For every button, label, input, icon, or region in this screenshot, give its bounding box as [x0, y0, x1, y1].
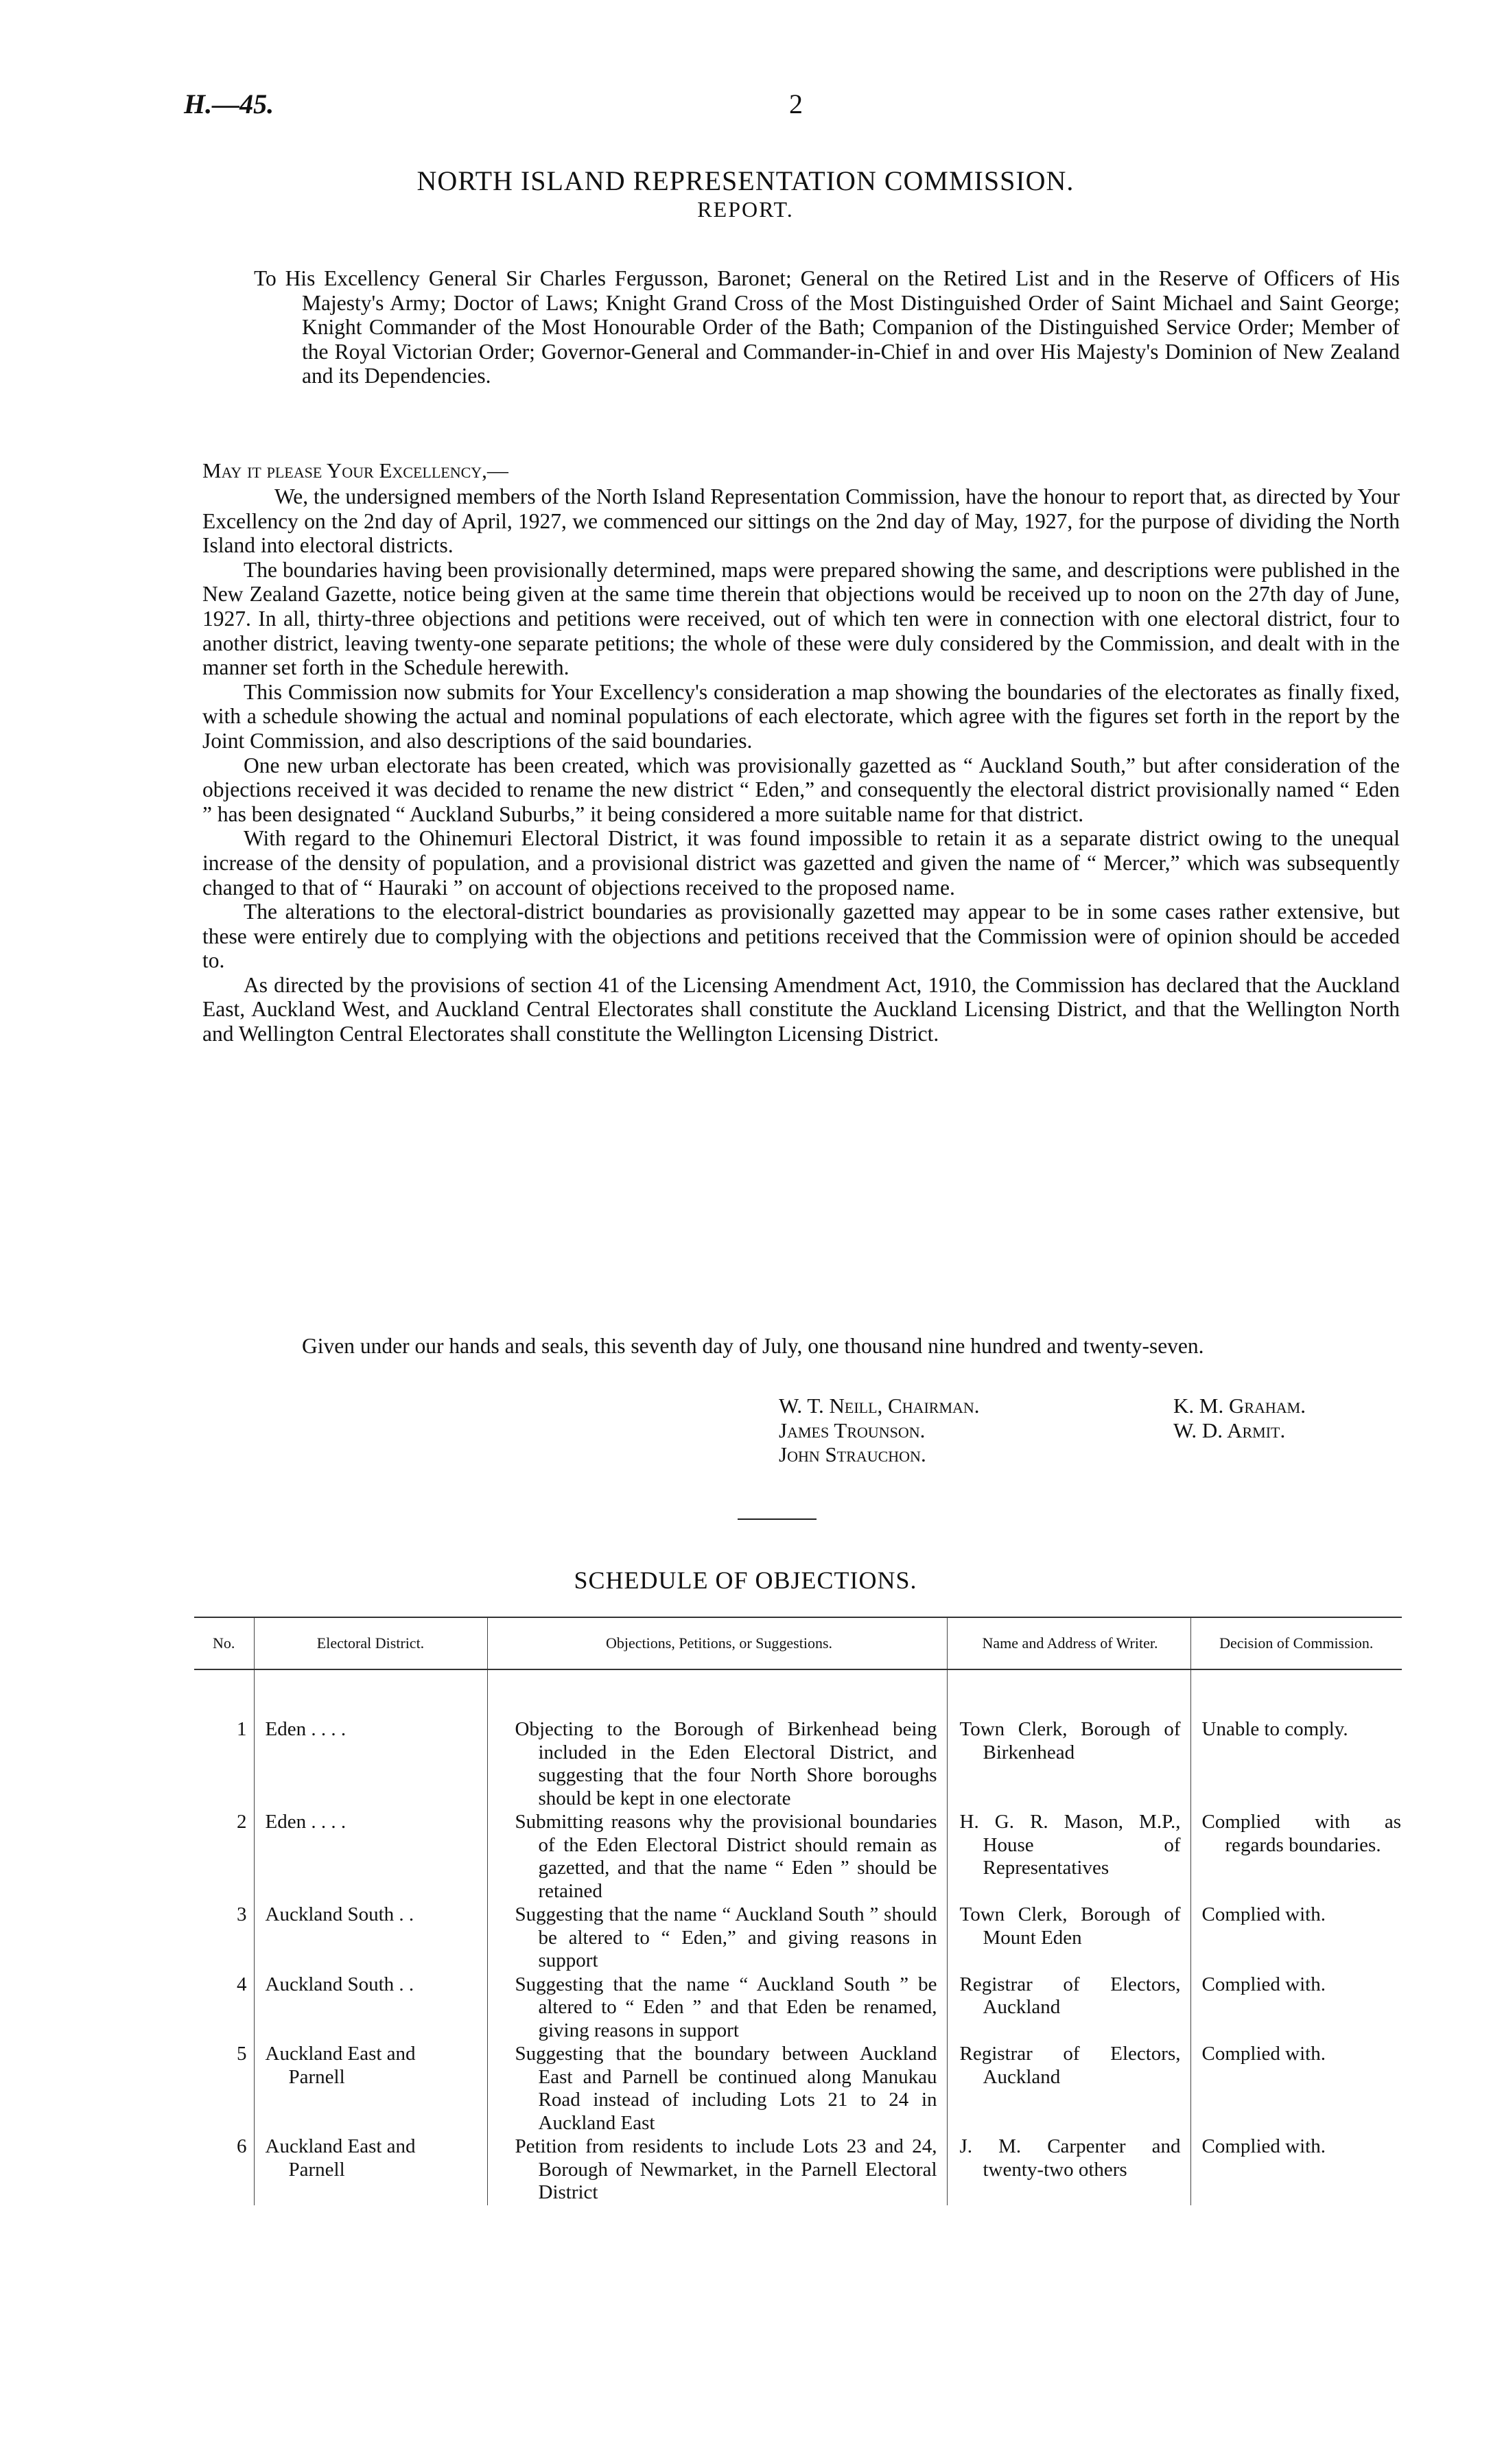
paragraph: The alterations to the electoral-district boundaries as provisionally gazetted may appear to be in some cases rather extensive, but these were entirely due to complying with the objections and petitions received that the Commission were of opinion should be acceded to.	[202, 900, 1400, 973]
page-number: 2	[789, 89, 803, 119]
given-under-hands: Given under our hands and seals, this seventh day of July, one thousand nine hundred and twenty-seven.	[302, 1334, 1204, 1358]
header-district: Electoral District.	[254, 1617, 487, 1669]
objection-text	[487, 1669, 947, 1811]
header-objections: Objections, Petitions, or Suggestions.	[487, 1617, 947, 1669]
writer-name	[947, 1903, 1190, 1973]
writer-name-text: Town Clerk, Borough of Mount Eden	[959, 1903, 1181, 1949]
signatories-left	[779, 1394, 980, 1467]
salutation: May it please Your Excellency,—	[202, 458, 508, 482]
row-number	[194, 1973, 254, 2043]
writer-name	[947, 1973, 1190, 2043]
table-row	[194, 1669, 1402, 1811]
paragraph: We, the undersigned members of the North Island Representation Commission, have the honour to report that, as directed by Your Excellency on the 2nd day of April, 1927, we commenced our sittings on the 2nd day of May, 1927, for the purpose of dividing the North Island into electoral districts.	[202, 484, 1400, 558]
table-row	[194, 1973, 1402, 2043]
schedule-table	[194, 1617, 1402, 2205]
objection-text	[487, 1903, 947, 1973]
electoral-district-text: Auckland South . .	[265, 1973, 414, 1995]
row-number-text: 5	[237, 2043, 247, 2065]
decision	[1190, 2043, 1402, 2135]
signatory: W. D. Armit.	[1173, 1418, 1286, 1442]
writer-name-text: Town Clerk, Borough of Birkenhead	[959, 1718, 1181, 1763]
document-reference: H.—45.	[184, 89, 274, 119]
writer-name	[947, 1669, 1190, 1811]
decision	[1190, 2135, 1402, 2205]
electoral-district	[254, 1811, 487, 1903]
document-subtitle: REPORT.	[697, 197, 794, 222]
objection-text-text: Suggesting that the name “ Auckland South ” be altered to “ Eden ” and that Eden be renamed, giving reasons in support	[515, 1973, 937, 2041]
row-number-text: 3	[237, 1903, 247, 1925]
objection-text	[487, 2135, 947, 2205]
row-number-text: 1	[237, 1718, 247, 1740]
paragraph: The boundaries having been provisionally determined, maps were prepared showing the same, and descriptions were published in the New Zealand Gazette, notice being given at the same time therein that objections would be received up to noon on the 27th day of June, 1927. In all, thirty-three objections and petitions were received, out of which ten were in connection with one electoral district, four to another district, leaving twenty-one separate petitions; the whole of these were duly considered by the Commission, and dealt with in the manner set forth in the Schedule herewith.	[202, 557, 1400, 680]
decision	[1190, 1669, 1402, 1811]
paragraph: With regard to the Ohinemuri Electoral District, it was found impossible to retain it as a separate district owing to the unequal increase of the density of population, and a provisional district was gazetted and given the name of “ Mercer,” which was subsequently changed to that of “ Hauraki ” on account of objections received to the proposed name.	[202, 826, 1400, 900]
table-row	[194, 1903, 1402, 1973]
decision-text: Complied with.	[1201, 1903, 1326, 1925]
writer-name	[947, 2043, 1190, 2135]
writer-name-text: H. G. R. Mason, M.P., House of Representatives	[959, 1811, 1181, 1879]
section-divider	[738, 1518, 817, 1520]
decision-text: Unable to comply.	[1201, 1718, 1348, 1740]
decision	[1190, 1973, 1402, 2043]
paragraph: One new urban electorate has been created, which was provisionally gazetted as “ Auckland South,” but after consideration of the objections received it was decided to rename the new district “ Eden,” and consequently the electoral district provisionally named “ Eden ” has been designated “ Auckland Suburbs,” it being considered a more suitable name for that district.	[202, 753, 1400, 826]
row-number	[194, 2043, 254, 2135]
writer-name-text: Registrar of Electors, Auckland	[959, 2043, 1181, 2088]
decision	[1190, 1903, 1402, 1973]
header-writer: Name and Address of Writer.	[947, 1617, 1190, 1669]
objection-text-text: Petition from residents to include Lots 23 and 24, Borough of Newmarket, in the Parnell Electoral District	[515, 2135, 937, 2203]
writer-name-text: J. M. Carpenter and twenty-two others	[959, 2135, 1181, 2181]
document-title: NORTH ISLAND REPRESENTATION COMMISSION.	[416, 165, 1075, 196]
row-number	[194, 1669, 254, 1811]
objection-text	[487, 1811, 947, 1903]
signatory: W. T. Neill, Chairman.	[779, 1394, 980, 1418]
electoral-district-text: Auckland East and Parnell	[265, 2135, 416, 2181]
row-number-text: 4	[237, 1973, 247, 1995]
table-row	[194, 1811, 1402, 1903]
decision-text: Complied with.	[1201, 2043, 1326, 2065]
report-body	[202, 484, 1400, 1046]
writer-name	[947, 2135, 1190, 2205]
address-paragraph: To His Excellency General Sir Charles Fergusson, Baronet; General on the Retired List and in the Reserve of Officers of His Majesty's Army; Doctor of Laws; Knight Grand Cross of the Most Distinguished Order of Saint Michael and Saint George; Knight Commander of the Most Honourable Order of the Bath; Companion of the Distinguished Service Order; Member of the Royal Victorian Order; Governor-General and Commander-in-Chief in and over His Majesty's Dominion of New Zealand and its Dependencies.	[254, 266, 1400, 388]
objection-text	[487, 1973, 947, 2043]
header-decision: Decision of Commission.	[1190, 1617, 1402, 1669]
writer-name-text: Registrar of Electors, Auckland	[959, 1973, 1181, 2018]
objection-text-text: Suggesting that the name “ Auckland South ” should be altered to “ Eden,” and giving reasons in support	[515, 1903, 937, 1971]
row-number	[194, 1903, 254, 1973]
table-row	[194, 2043, 1402, 2135]
signatory: K. M. Graham.	[1173, 1394, 1306, 1418]
row-number-text: 2	[237, 1811, 247, 1833]
schedule-title: SCHEDULE OF OBJECTIONS.	[574, 1567, 917, 1594]
row-number	[194, 2135, 254, 2205]
table-row	[194, 2135, 1402, 2205]
header-no: No.	[194, 1617, 254, 1669]
electoral-district-text: Eden . . . .	[265, 1811, 347, 1833]
electoral-district	[254, 1973, 487, 2043]
electoral-district	[254, 1903, 487, 1973]
objection-text	[487, 2043, 947, 2135]
row-number	[194, 1811, 254, 1903]
electoral-district-text: Auckland South . .	[265, 1903, 414, 1925]
electoral-district	[254, 2135, 487, 2205]
decision-text: Complied with as regards boundaries.	[1201, 1811, 1401, 1856]
row-number-text: 6	[237, 2135, 247, 2157]
objection-text-text: Objecting to the Borough of Birkenhead being included in the Eden Electoral District, and suggesting that the four North Shore boroughs should be kept in one electorate	[515, 1718, 937, 1809]
electoral-district-text: Auckland East and Parnell	[265, 2043, 416, 2088]
writer-name	[947, 1811, 1190, 1903]
objection-text-text: Suggesting that the boundary between Auckland East and Parnell be continued along Manukau Road instead of including Lots 21 to 24 in Auckland East	[515, 2043, 937, 2134]
electoral-district-text: Eden . . . .	[265, 1718, 347, 1740]
table-header-row	[194, 1617, 1402, 1669]
decision-text: Complied with.	[1201, 2135, 1326, 2157]
signatory: James Trounson.	[779, 1418, 926, 1442]
signatory: John Strauchon.	[779, 1442, 926, 1467]
paragraph: This Commission now submits for Your Excellency's consideration a map showing the boundaries of the electorates as finally fixed, with a schedule showing the actual and nominal populations of each electorate, which agree with the figures set forth in the report by the Joint Commission, and also descriptions of the said boundaries.	[202, 679, 1400, 753]
signatories-right	[1173, 1394, 1306, 1442]
objection-text-text: Submitting reasons why the provisional boundaries of the Eden Electoral District should remain as gazetted, and that the name “ Eden ” should be retained	[515, 1811, 937, 1902]
electoral-district	[254, 2043, 487, 2135]
decision-text: Complied with.	[1201, 1973, 1326, 1995]
electoral-district	[254, 1669, 487, 1811]
paragraph: As directed by the provisions of section 41 of the Licensing Amendment Act, 1910, the Commission has declared that the Auckland East, Auckland West, and Auckland Central Electorates shall constitute the Auckland Licensing District, and that the Wellington North and Wellington Central Electorates shall constitute the Wellington Licensing District.	[202, 972, 1400, 1046]
decision	[1190, 1811, 1402, 1903]
